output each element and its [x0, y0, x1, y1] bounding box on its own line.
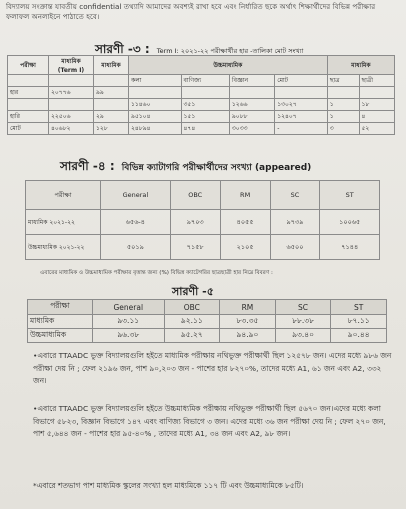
table-cell: ৫২: [359, 123, 394, 135]
table-cell: ২১০৫: [220, 235, 270, 260]
table5-header: OBC: [164, 300, 220, 315]
table-cell: ১০০৬৫: [320, 210, 380, 235]
table-cell: মাধ্যমিক ২০২১-২২: [26, 210, 101, 235]
table-cell: [49, 75, 94, 87]
table-cell: ৯৩.৪০: [275, 329, 331, 343]
table3-subheader: বিজ্ঞান: [229, 75, 274, 87]
table3-subheader: বাণিজ্য: [181, 75, 229, 87]
table-cell: ৯৯: [94, 87, 129, 99]
table-cell: ৪০৬৮২: [49, 123, 94, 135]
table-cell: ৮৭.১১: [331, 315, 387, 329]
table-cell: ২০৭৭৬: [49, 87, 94, 99]
table3-header: মাধ্যমিক: [327, 56, 394, 75]
table3-title-text: Term I: ২০২১-২২ পরীক্ষার্থীর হার -তালিকা মোট সংখ্যা: [156, 47, 304, 55]
table-cell: [275, 87, 328, 99]
table4-header: SC: [270, 181, 320, 210]
table-cell: ৩: [327, 123, 359, 135]
table-cell: [94, 99, 129, 111]
table-cell: মাধ্যমিক: [28, 315, 93, 329]
table-cell: ৯২.১১: [164, 315, 220, 329]
table-cell: ৩৫১: [181, 99, 229, 111]
table-cell: [8, 99, 49, 111]
table-cell: ৪৭৪: [181, 123, 229, 135]
table5-header: RM: [220, 300, 276, 315]
table-cell: ৮৮.৩৮: [275, 315, 331, 329]
table4-title-text: বিভিন্ন ক্যাটাগরি পরীক্ষার্থীদের সংখ্যা (appeared): [121, 163, 312, 173]
table-cell: ৬৫৬-৪: [101, 210, 171, 235]
table-cell: উচ্চমাধ্যমিক: [28, 329, 93, 343]
table-cell: ২২৫০৬: [49, 111, 94, 123]
note-madhyamik: •এবারে TTAADC ভুক্ত বিদ্যালয়গুলি হইতে মাধ্যমিক পরীক্ষায় নথিভুক্ত পরীক্ষার্থী ছিল ১২৫৭৮ জন। এদের মধ্যে ৯৮৬ জন পরীক্ষা দেয় নি ; ফেল ২১৯৬ জন, পাশ ৯০,২০৩ জন - পাশের হার ৮২৭০%, তাদের মধ্যে A1, ৬১ জন এবং A2, ৩৩২ জন।: [33, 351, 392, 385]
table-row: [28, 329, 387, 343]
table-cell: ২৪৮৯৪: [129, 123, 182, 135]
table-cell: ৭১৫৮: [170, 235, 220, 260]
table-cell: ৯৫১০৪: [129, 111, 182, 123]
table-cell: ৯৭০৩: [170, 210, 220, 235]
table3-header: উচ্চমাধ্যমিক: [129, 56, 328, 75]
table-cell: [327, 87, 359, 99]
table-cell: ৩০৩৩: [229, 123, 274, 135]
table3-subheader: কলা: [129, 75, 182, 87]
table-row: [8, 111, 395, 123]
table5-header: General: [93, 300, 165, 315]
table-cell: ১১৪৬০: [129, 99, 182, 111]
table-cell: -: [275, 123, 328, 135]
note-hundred-percent-pass: *এবারে শতভাগ পাশ মাধ্যমিক স্কুলের সংখ্যা হল মাধ্যমিকে ১১৭ টি এবং উচ্চমাধ্যমিকে ৮৫টি।: [33, 481, 304, 490]
table4-title-prefix: সারণী -৪ :: [60, 159, 115, 173]
table-cell: ৭১৪৪: [320, 235, 380, 260]
table-cell: ৮৩.৩৫: [220, 315, 276, 329]
table-cell: ৫০১৯: [101, 235, 171, 260]
table5: [27, 299, 387, 343]
table-cell: ২৯: [94, 111, 129, 123]
table-row: [8, 87, 395, 99]
table-cell: ৯৪.৯০: [220, 329, 276, 343]
table5-header: পরীক্ষা: [28, 300, 93, 315]
table-cell: মোট: [8, 123, 49, 135]
table4-header: ST: [320, 181, 380, 210]
table-cell: হারি: [8, 111, 49, 123]
table-cell: ৪০৫৫: [220, 210, 270, 235]
table-cell: ১২৬৬: [229, 99, 274, 111]
table3-header: মাধ্যমিক: [94, 56, 129, 75]
table-cell: ৯০৮৮: [229, 111, 274, 123]
table3: [7, 55, 395, 135]
table-cell: ১২৮: [94, 123, 129, 135]
table5-intro: এবারের মাধ্যমিক ও উচ্চমাধ্যমিক পরীক্ষার বৃত্তান্ত জন্য (%) বিভিন্ন ক্যাটেগরির ছাত্রছাত্রী হার নিম্নে বিবরণ :: [40, 270, 273, 276]
table-cell: ১৩০২৭: [275, 99, 328, 111]
table3-header: পরীক্ষা: [8, 56, 49, 75]
table-cell: ১: [327, 99, 359, 111]
table-cell: [229, 87, 274, 99]
table-cell: হার: [8, 87, 49, 99]
table3-title-prefix: সারণী -৩ :: [95, 42, 150, 56]
table-cell: ৬৫০০: [270, 235, 320, 260]
table-row: [8, 99, 395, 111]
table-cell: ৪: [359, 111, 394, 123]
table-cell: উচ্চমাধ্যমিক ২০২১-২২: [26, 235, 101, 260]
table-cell: ৯৫.২৭: [164, 329, 220, 343]
table3-subheader: ছাত্র: [327, 75, 359, 87]
table-row: [26, 210, 380, 235]
table5-header: SC: [275, 300, 331, 315]
table4-title: [60, 158, 311, 178]
table-cell: [129, 87, 182, 99]
table-row: [28, 315, 387, 329]
table-cell: ১২৪০৭: [275, 111, 328, 123]
table-cell: [359, 87, 394, 99]
table-cell: ৯০.৪৪: [331, 329, 387, 343]
table4-header: General: [101, 181, 171, 210]
table-cell: ১৫১: [181, 111, 229, 123]
table4: [25, 180, 380, 260]
table3-subheader: ছাত্রী: [359, 75, 394, 87]
table-row: [26, 235, 380, 260]
table3-subheader: মোট: [275, 75, 328, 87]
table-cell: [8, 75, 49, 87]
table-cell: ১: [327, 111, 359, 123]
table-cell: ৯৬.৩৮: [93, 329, 165, 343]
table-cell: [49, 99, 94, 111]
table5-header: ST: [331, 300, 387, 315]
table-cell: [94, 75, 129, 87]
table-row: [8, 123, 395, 135]
table5-title: সারণী -৫: [172, 285, 214, 298]
table3-header: মাধ্যমিক (Term I): [49, 56, 94, 75]
intro-paragraph: বিদ্যালয় সংক্রান্ত যাবতীয় confidential তথ্যাদি আমাদের অবশ্যই রাখা হবে এবং নির্ধারিত ছকে অর্থাৎ শিক্ষার্থীদের বিভিন্ন পরীক্ষার ফলাফল অনলাইনে পাঠাতে হবে।: [6, 2, 376, 21]
table-cell: ৯৭৩৯: [270, 210, 320, 235]
table4-header: RM: [220, 181, 270, 210]
table-cell: ১৮: [359, 99, 394, 111]
table4-header: পরীক্ষা: [26, 181, 101, 210]
table4-header: OBC: [170, 181, 220, 210]
table-cell: [181, 87, 229, 99]
table-cell: ৯৩.১১: [93, 315, 165, 329]
note-ucchamadhyamik: •এবারে TTAADC ভুক্ত বিদ্যালয়গুলি হইতে উচ্চমাধ্যমিক পরীক্ষায় নথিভুক্ত পরীক্ষার্থী ছিল ৫৬৭০ জন।এদের মধ্যে কলা বিভাগে ৫৮২৩, বিজ্ঞান বিভাগে ১৪৭ এবং বাণিজ্য বিভাগে ৩ জন। এদের মধ্যে ৩৬ জন পরীক্ষা দেয় নি ; ফেল ২৭০ জন, পাশ ৫,৬৪৪ জন - পাশের হার ৯৫-৪০% , তাদের মধ্যে A1, ৩৪ জন এবং A2, ৯৮ জন।: [33, 404, 386, 438]
